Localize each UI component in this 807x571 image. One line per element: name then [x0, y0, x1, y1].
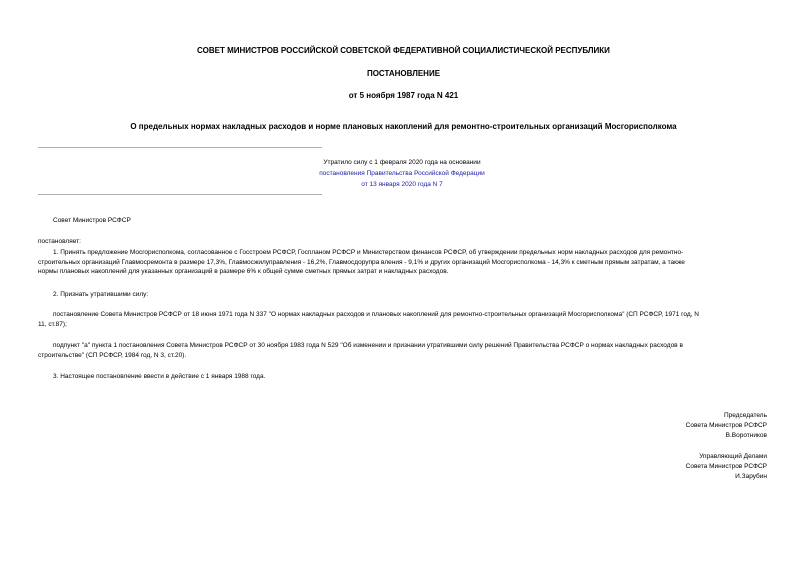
paragraph-1-line-3: нормы плановых накоплений для указанных организаций в размере 6% к общей сумме сметных прямых затрат и накладных расходов.: [38, 268, 449, 275]
repeal-link-line-2[interactable]: от 13 января 2020 года N 7: [361, 181, 443, 188]
paragraph-1: [38, 248, 770, 277]
paragraph-2b-line-2: строительстве" (СП РСФСР, 1984 год, N 3, ст.20).: [38, 351, 187, 359]
manager-title: Управляющий Делами: [699, 453, 767, 460]
manager-name: И.Зарубин: [735, 473, 767, 480]
document-title: О предельных нормах накладных расходов и норме плановых накоплений для ремонтно-строительных организаций Мосгорисполкома: [130, 122, 677, 131]
manager-signature: [686, 452, 767, 482]
chair-title: Председатель: [723, 412, 767, 419]
repeal-link-line-1[interactable]: постановления Правительства Российской Федерации: [319, 170, 485, 177]
paragraph-2: 2. Признать утратившими силу:: [53, 291, 149, 298]
paragraph-1-line-1: 1. Принять предложение Мосгорисполкома, согласованное с Госстроем РСФСР, Госпланом РСФСР и Министерством финансов РСФСР, об утверждении предельных норм накладных расходов для ремонтно-: [53, 249, 684, 256]
paragraph-2a-line-1: постановление Совета Министров РСФСР от 18 июня 1971 года N 337 "О нормах накладных расходов и плановых накоплений для ремонтно-строительных организаций Мосгорисполкома" (СП РСФСР, 1971 год, N: [53, 311, 699, 318]
chair-organization: Совета Министров РСФСР: [685, 422, 767, 429]
paragraph-1-line-2: строительных организаций Главмосремонта в размере 17,3%, Главмосжилуправления - 16,2%, Главмосдорупра вления - 9,1% и других организаций Мосгорисполкома - 14,3% к сметным прямым затратам, а также: [38, 258, 685, 266]
manager-organization: Совета Министров РСФСР: [685, 463, 767, 470]
document-date-number: от 5 ноября 1987 года N 421: [348, 91, 459, 100]
issuer-line: Совет Министров РСФСР: [53, 217, 131, 224]
paragraph-2a: [38, 310, 770, 329]
chair-signature: [686, 411, 767, 441]
bottom-divider: [38, 194, 322, 195]
chair-name: В.Воротников: [725, 432, 767, 439]
paragraph-2b: [38, 341, 770, 360]
paragraph-3: 3. Настоящее постановление ввести в действие с 1 января 1988 года.: [53, 373, 266, 380]
resolves-line: постановляет:: [38, 238, 81, 245]
paragraph-2a-line-2: 11, ст.87);: [38, 320, 67, 328]
top-divider: [38, 147, 322, 148]
status-note-text: Утратило силу с 1 февраля 2020 года на основании: [323, 159, 481, 166]
issuing-authority: СОВЕТ МИНИСТРОВ РОССИЙСКОЙ СОВЕТСКОЙ ФЕДЕРАТИВНОЙ СОЦИАЛИСТИЧЕСКОЙ РЕСПУБЛИКИ: [197, 46, 610, 55]
status-note: [246, 157, 558, 190]
document-type: ПОСТАНОВЛЕНИЕ: [366, 69, 441, 78]
paragraph-2b-line-1: подпункт "а" пункта 1 постановления Совета Министров РСФСР от 30 ноября 1983 года N 529 "Об изменении и признании утратившими силу решений Правительства РСФСР о нормах накладных расходов в: [53, 342, 683, 349]
